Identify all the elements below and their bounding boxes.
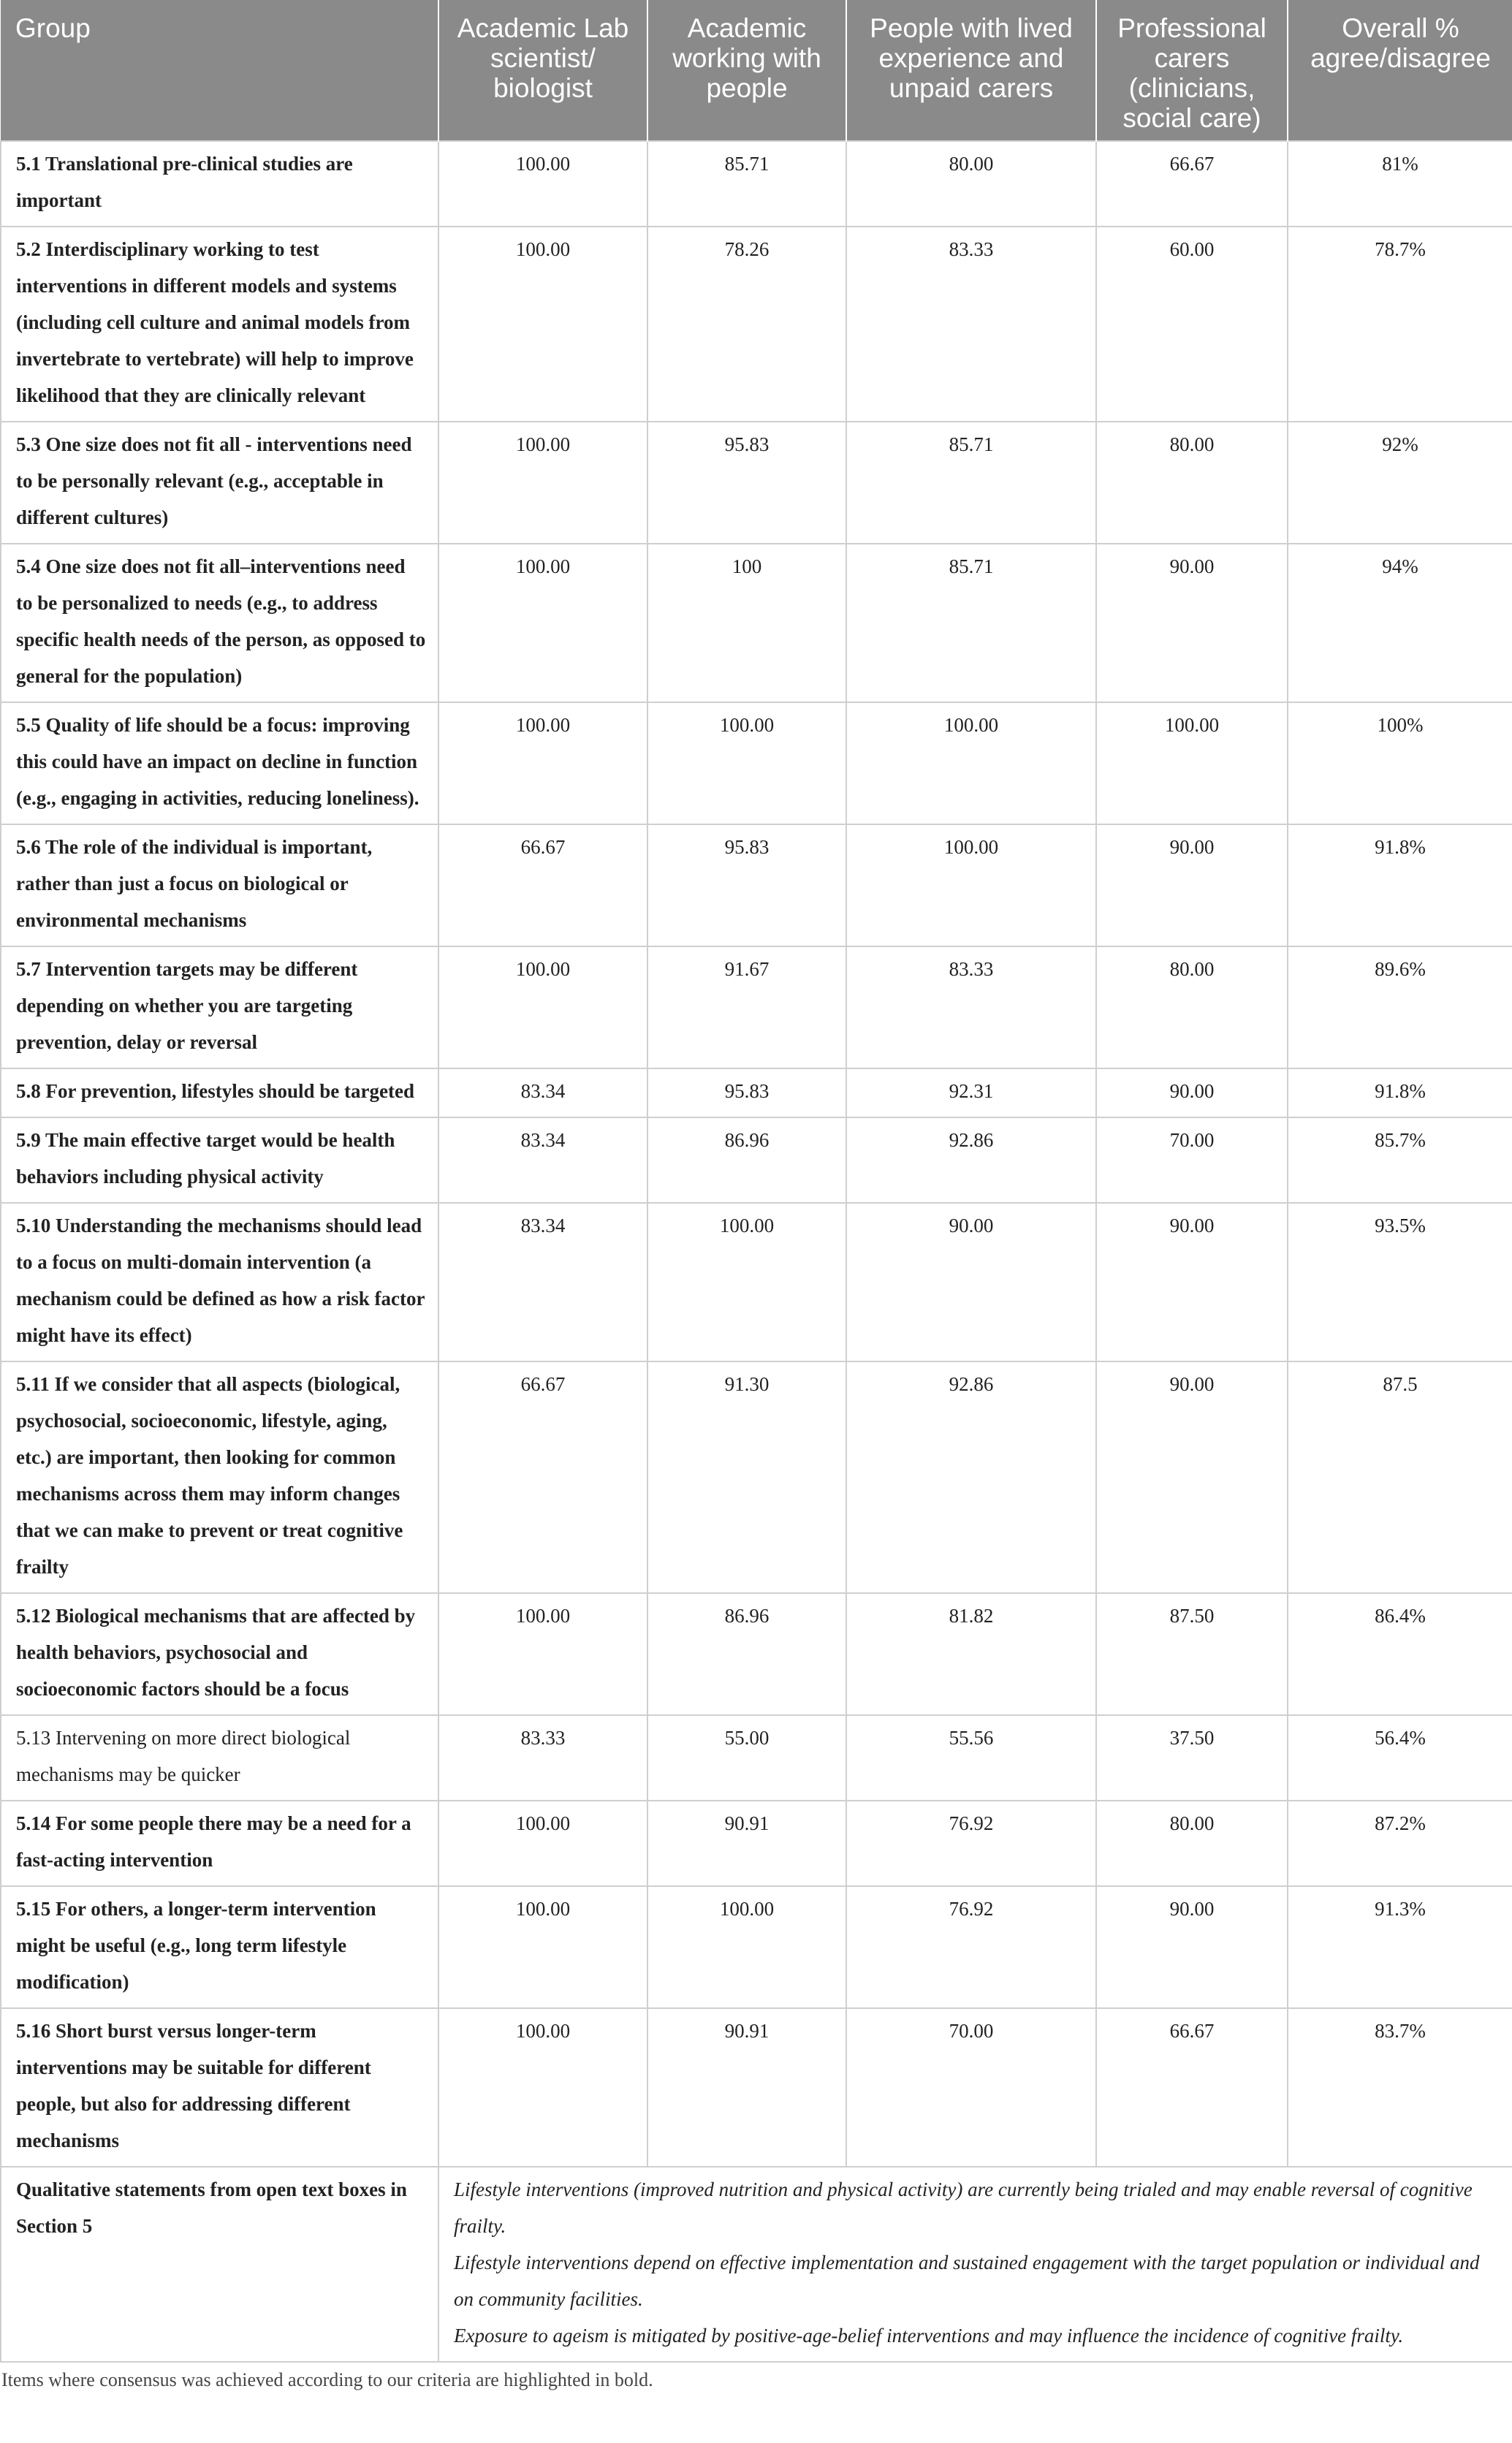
header-overall-agree: Overall % agree/disagree — [1288, 0, 1512, 141]
value-academic-people: 55.00 — [647, 1715, 846, 1801]
value-lived-experience: 92.31 — [846, 1068, 1096, 1117]
value-academic-people: 91.30 — [647, 1361, 846, 1593]
value-academic-people: 85.71 — [647, 141, 846, 227]
value-academic-lab: 100.00 — [438, 1886, 647, 2008]
value-professional-carers: 90.00 — [1096, 1068, 1288, 1117]
qualitative-statement: Exposure to ageism is mitigated by positive-age-belief interventions and may influence the incidence of cognitive frailty. — [454, 2325, 1404, 2347]
qualitative-statement: Lifestyle interventions (improved nutrition and physical activity) are currently being trialed and may enable reversal of cognitive frailty. — [454, 2178, 1473, 2237]
value-lived-experience: 81.82 — [846, 1593, 1096, 1715]
header-academic-working-with-people: Academic working with people — [647, 0, 846, 141]
row-statement: 5.2 Interdisciplinary working to test interventions in different models and systems (including cell culture and animal models from invertebrate to vertebrate) will help to improve likelihood that they are clinically relevant — [1, 227, 438, 422]
value-overall: 85.7% — [1288, 1117, 1512, 1203]
value-overall: 92% — [1288, 422, 1512, 544]
value-professional-carers: 90.00 — [1096, 1361, 1288, 1593]
qualitative-label: Qualitative statements from open text boxes in Section 5 — [1, 2167, 438, 2362]
table-row — [1, 1117, 1512, 1203]
row-statement: 5.10 Understanding the mechanisms should lead to a focus on multi-domain intervention (a mechanism could be defined as how a risk factor might have its effect) — [1, 1203, 438, 1361]
value-lived-experience: 55.56 — [846, 1715, 1096, 1801]
row-statement: 5.9 The main effective target would be health behaviors including physical activity — [1, 1117, 438, 1203]
row-statement: 5.15 For others, a longer-term intervention might be useful (e.g., long term lifestyle modification) — [1, 1886, 438, 2008]
value-professional-carers: 90.00 — [1096, 824, 1288, 946]
value-academic-lab: 100.00 — [438, 227, 647, 422]
row-statement: 5.5 Quality of life should be a focus: improving this could have an impact on decline in function (e.g., engaging in activities, reducing loneliness). — [1, 702, 438, 824]
table-row — [1, 1593, 1512, 1715]
value-academic-lab: 100.00 — [438, 1801, 647, 1886]
value-academic-lab: 66.67 — [438, 824, 647, 946]
value-academic-people: 100 — [647, 544, 846, 702]
row-statement: 5.8 For prevention, lifestyles should be targeted — [1, 1068, 438, 1117]
value-overall: 83.7% — [1288, 2008, 1512, 2167]
value-overall: 56.4% — [1288, 1715, 1512, 1801]
table-row — [1, 1361, 1512, 1593]
row-statement: 5.14 For some people there may be a need for a fast-acting intervention — [1, 1801, 438, 1886]
value-academic-lab: 100.00 — [438, 1593, 647, 1715]
value-lived-experience: 70.00 — [846, 2008, 1096, 2167]
table-row — [1, 946, 1512, 1068]
header-professional-carers: Professional carers (clinicians, social care) — [1096, 0, 1288, 141]
value-academic-lab: 83.33 — [438, 1715, 647, 1801]
value-lived-experience: 90.00 — [846, 1203, 1096, 1361]
row-statement: 5.1 Translational pre-clinical studies are important — [1, 141, 438, 227]
row-statement: 5.3 One size does not fit all - interventions need to be personally relevant (e.g., acceptable in different cultures) — [1, 422, 438, 544]
value-academic-lab: 100.00 — [438, 544, 647, 702]
table-row — [1, 2008, 1512, 2167]
table-row — [1, 824, 1512, 946]
value-academic-people: 100.00 — [647, 1886, 846, 2008]
value-academic-people: 90.91 — [647, 2008, 846, 2167]
table-row — [1, 227, 1512, 422]
value-lived-experience: 100.00 — [846, 824, 1096, 946]
value-academic-people: 86.96 — [647, 1593, 846, 1715]
value-lived-experience: 92.86 — [846, 1117, 1096, 1203]
qualitative-statements — [438, 2167, 1512, 2362]
table-row — [1, 1715, 1512, 1801]
value-lived-experience: 85.71 — [846, 544, 1096, 702]
value-academic-people: 90.91 — [647, 1801, 846, 1886]
value-professional-carers: 80.00 — [1096, 422, 1288, 544]
value-academic-people: 95.83 — [647, 422, 846, 544]
value-professional-carers: 80.00 — [1096, 946, 1288, 1068]
value-lived-experience: 76.92 — [846, 1886, 1096, 2008]
table-row — [1, 1801, 1512, 1886]
value-overall: 78.7% — [1288, 227, 1512, 422]
table-row — [1, 1068, 1512, 1117]
row-statement: 5.12 Biological mechanisms that are affected by health behaviors, psychosocial and socioeconomic factors should be a focus — [1, 1593, 438, 1715]
table-row — [1, 141, 1512, 227]
value-academic-lab: 100.00 — [438, 946, 647, 1068]
value-professional-carers: 87.50 — [1096, 1593, 1288, 1715]
value-professional-carers: 90.00 — [1096, 1203, 1288, 1361]
row-statement: 5.7 Intervention targets may be different depending on whether you are targeting prevention, delay or reversal — [1, 946, 438, 1068]
value-overall: 91.3% — [1288, 1886, 1512, 2008]
value-lived-experience: 80.00 — [846, 141, 1096, 227]
row-statement: 5.13 Intervening on more direct biological mechanisms may be quicker — [1, 1715, 438, 1801]
table-row — [1, 702, 1512, 824]
value-academic-people: 78.26 — [647, 227, 846, 422]
header-group: Group — [1, 0, 438, 141]
value-academic-lab: 100.00 — [438, 141, 647, 227]
row-statement: 5.4 One size does not fit all–interventions need to be personalized to needs (e.g., to address specific health needs of the person, as opposed to general for the population) — [1, 544, 438, 702]
row-statement: 5.16 Short burst versus longer-term interventions may be suitable for different people, but also for addressing different mechanisms — [1, 2008, 438, 2167]
value-academic-people: 100.00 — [647, 702, 846, 824]
value-professional-carers: 80.00 — [1096, 1801, 1288, 1886]
value-lived-experience: 83.33 — [846, 227, 1096, 422]
value-professional-carers: 60.00 — [1096, 227, 1288, 422]
value-academic-people: 100.00 — [647, 1203, 846, 1361]
table-row — [1, 544, 1512, 702]
value-academic-lab: 100.00 — [438, 702, 647, 824]
value-academic-lab: 83.34 — [438, 1203, 647, 1361]
value-professional-carers: 66.67 — [1096, 141, 1288, 227]
table-row — [1, 422, 1512, 544]
value-professional-carers: 70.00 — [1096, 1117, 1288, 1203]
header-lived-experience-carers: People with lived experience and unpaid carers — [846, 0, 1096, 141]
value-overall: 94% — [1288, 544, 1512, 702]
header-academic-lab-scientist: Academic Lab scientist/ biologist — [438, 0, 647, 141]
row-statement: 5.11 If we consider that all aspects (biological, psychosocial, socioeconomic, lifestyle, aging, etc.) are important, then looking for common mechanisms across them may inform changes that we can make to prevent or treat cognitive frailty — [1, 1361, 438, 1593]
value-lived-experience: 92.86 — [846, 1361, 1096, 1593]
value-academic-people: 86.96 — [647, 1117, 846, 1203]
value-academic-lab: 66.67 — [438, 1361, 647, 1593]
qualitative-row — [1, 2167, 1512, 2362]
header-row — [1, 0, 1512, 141]
value-overall: 91.8% — [1288, 1068, 1512, 1117]
value-overall: 81% — [1288, 141, 1512, 227]
table-footnote: Items where consensus was achieved according to our criteria are highlighted in bold. — [1, 2369, 653, 2390]
table-header — [1, 0, 1512, 141]
qualitative-statement: Lifestyle interventions depend on effective implementation and sustained engagement with the target population or individual and on community facilities. — [454, 2252, 1480, 2310]
value-overall: 93.5% — [1288, 1203, 1512, 1361]
value-overall: 89.6% — [1288, 946, 1512, 1068]
value-academic-lab: 83.34 — [438, 1068, 647, 1117]
value-overall: 100% — [1288, 702, 1512, 824]
value-lived-experience: 76.92 — [846, 1801, 1096, 1886]
value-academic-lab: 100.00 — [438, 422, 647, 544]
value-academic-people: 91.67 — [647, 946, 846, 1068]
value-professional-carers: 90.00 — [1096, 1886, 1288, 2008]
value-overall: 86.4% — [1288, 1593, 1512, 1715]
value-academic-people: 95.83 — [647, 824, 846, 946]
value-professional-carers: 66.67 — [1096, 2008, 1288, 2167]
table-row — [1, 1886, 1512, 2008]
value-academic-lab: 83.34 — [438, 1117, 647, 1203]
value-academic-lab: 100.00 — [438, 2008, 647, 2167]
row-statement: 5.6 The role of the individual is important, rather than just a focus on biological or environmental mechanisms — [1, 824, 438, 946]
value-overall: 87.2% — [1288, 1801, 1512, 1886]
value-lived-experience: 85.71 — [846, 422, 1096, 544]
value-overall: 91.8% — [1288, 824, 1512, 946]
value-lived-experience: 100.00 — [846, 702, 1096, 824]
value-professional-carers: 100.00 — [1096, 702, 1288, 824]
value-professional-carers: 37.50 — [1096, 1715, 1288, 1801]
value-academic-people: 95.83 — [647, 1068, 846, 1117]
table-body — [1, 141, 1512, 2362]
value-lived-experience: 83.33 — [846, 946, 1096, 1068]
value-professional-carers: 90.00 — [1096, 544, 1288, 702]
value-overall: 87.5 — [1288, 1361, 1512, 1593]
table-row — [1, 1203, 1512, 1361]
